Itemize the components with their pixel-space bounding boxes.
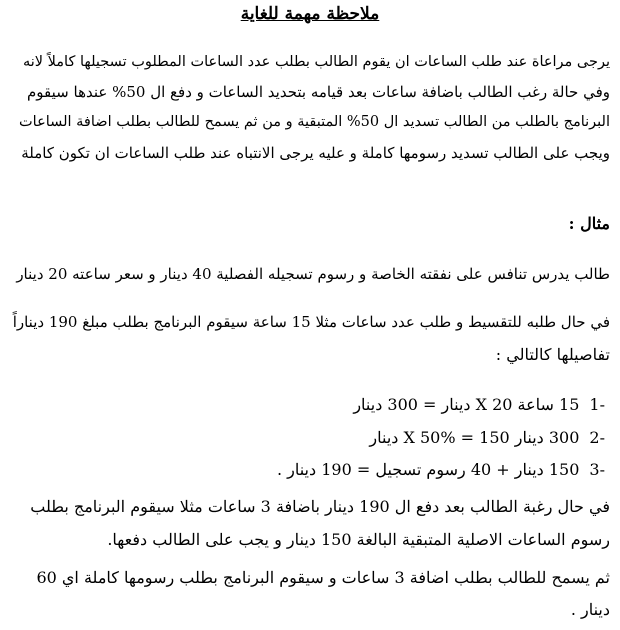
example-label: مثال :: [568, 214, 610, 233]
step-2-text: 300 دينار X 50% = 150 دينار: [369, 428, 580, 447]
step-2: [369, 428, 605, 448]
step-3-text: 150 دينار + 40 رسوم تسجيل = 190 دينار .: [276, 460, 580, 479]
installment-line-1: في حال طلبه للتقسيط و طلب عدد ساعات مثلا 15 ساعة سيقوم البرنامج بطلب مبلغ 190 ديناراً: [12, 313, 610, 331]
page-title: ملاحظة مهمة للغاية: [240, 4, 380, 24]
step-2-number: 2-: [589, 428, 605, 447]
example-intro: طالب يدرس تنافس على نفقته الخاصة و رسوم تسجيله الفصلية 40 دينار و سعر ساعته 20 دينار: [16, 265, 610, 283]
paragraph1-line-1: يرجى مراعاة عند طلب الساعات ان يقوم الطالب بطلب عدد الساعات المطلوب تسجيلها كاملاً لانه: [22, 54, 610, 70]
paragraph-final-line-2: دينار .: [570, 600, 610, 619]
paragraph1-line-4: ويجب على الطالب تسديد رسومها كاملة و عليه يرجى الانتباه عند طلب الساعات ان تكون كاملة: [21, 144, 610, 162]
step-1-number: 1-: [589, 395, 605, 414]
paragraph-after-line-1: في حال رغبة الطالب بعد دفع ال 190 دينار باضافة 3 ساعات مثلا سيقوم البرنامج بطلب: [30, 497, 610, 516]
step-1-text: 15 ساعة X 20 دينار = 300 دينار: [353, 395, 580, 414]
step-1: [353, 395, 605, 415]
paragraph1-line-3: البرنامج بالطلب من الطالب تسديد ال 50% المتبقية و من ثم يسمح للطالب بطلب اضافة الساعات: [19, 114, 610, 130]
installment-line-2: تفاصيلها كالتالي :: [495, 345, 610, 364]
paragraph1-line-2: وفي حالة رغب الطالب باضافة ساعات بعد قيامه بتحديد الساعات و دفع ال 50% عندها سيقوم: [27, 83, 610, 101]
step-3-number: 3-: [589, 460, 605, 479]
paragraph-after-line-2: رسوم الساعات الاصلية المتبقية البالغة 150 دينار و يجب على الطالب دفعها.: [107, 530, 610, 549]
step-3: [277, 460, 605, 480]
paragraph-final-line-1: ثم يسمح للطالب بطلب اضافة 3 ساعات و سيقوم البرنامج بطلب رسومها كاملة اي 60: [36, 568, 610, 587]
